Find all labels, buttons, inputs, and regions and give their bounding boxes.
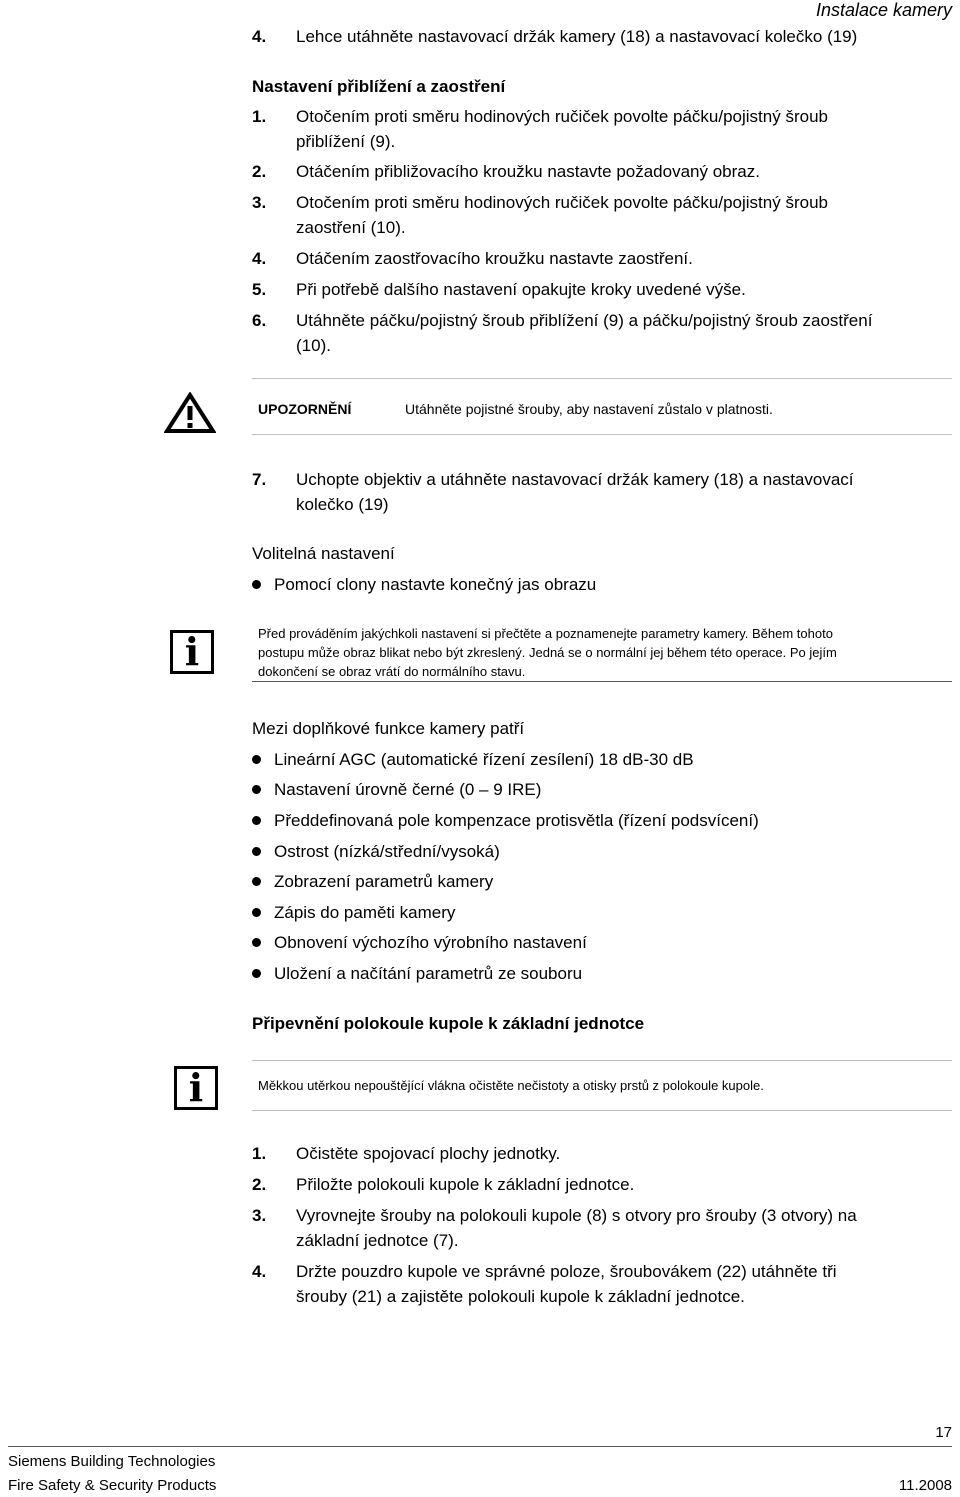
step-text: Vyrovnejte šrouby na polokouli kupole (8) s otvory pro šrouby (3 otvory) na — [296, 1206, 857, 1225]
step-number: 3. — [252, 1206, 267, 1225]
note-line: dokončení se obraz vrátí do normálního stavu. — [258, 664, 526, 679]
list-item: Ostrost (nízká/střední/vysoká) — [274, 842, 500, 861]
step-text: Otočením proti směru hodinových ručiček povolte páčku/pojistný šroub — [296, 193, 828, 212]
step-number: 4. — [252, 249, 267, 268]
step-text: Držte pouzdro kupole ve správné poloze, šroubovákem (22) utáhněte tři — [296, 1262, 837, 1281]
divider — [252, 434, 952, 435]
step-text: zaostření (10). — [296, 218, 406, 237]
step-text: Uchopte objektiv a utáhněte nastavovací držák kamery (18) a nastavovací — [296, 470, 854, 489]
step-text: (10). — [296, 336, 331, 355]
caution-label: UPOZORNĚNÍ — [258, 401, 352, 417]
section-heading-optional: Volitelná nastavení — [252, 544, 395, 563]
footer-division: Fire Safety & Security Products — [8, 1477, 217, 1494]
step-text: Utáhněte páčku/pojistný šroub přiblížení (9) a páčku/pojistný šroub zaostření — [296, 311, 873, 330]
divider — [252, 1060, 952, 1061]
info-icon: i — [174, 1066, 218, 1110]
step-number: 2. — [252, 1175, 267, 1194]
list-item: Zápis do paměti kamery — [274, 903, 456, 922]
bullet-dot — [252, 908, 261, 917]
step-text: Otáčením přibližovacího kroužku nastavte požadovaný obraz. — [296, 162, 760, 181]
step-number: 7. — [252, 470, 267, 489]
page-number: 17 — [935, 1424, 952, 1441]
bullet-dot — [252, 847, 261, 856]
step-text: přiblížení (9). — [296, 132, 396, 151]
section-title: Instalace kamery — [815, 0, 952, 20]
step-text: Přiložte polokouli kupole k základní jednotce. — [296, 1175, 635, 1194]
step-text: Při potřebě dalšího nastavení opakujte kroky uvedené výše. — [296, 280, 746, 299]
step-number: 5. — [252, 280, 267, 299]
section-heading-attach: Připevnění polokoule kupole k základní jednotce — [252, 1014, 645, 1033]
step-text: Otočením proti směru hodinových ručiček povolte páčku/pojistný šroub — [296, 107, 828, 126]
note-line: Před prováděním jakýchkoli nastavení si přečtěte a poznamenejte parametry kamery. Během tohoto — [258, 626, 833, 641]
step-number: 1. — [252, 1144, 267, 1163]
caution-text: Utáhněte pojistné šrouby, aby nastavení zůstalo v platnosti. — [405, 401, 773, 417]
bullet-dot — [252, 877, 261, 886]
bullet-dot — [252, 969, 261, 978]
step-text: základní jednotce (7). — [296, 1231, 459, 1250]
warning-triangle-icon — [164, 392, 216, 434]
bullet-dot — [252, 938, 261, 947]
list-item: Nastavení úrovně černé (0 – 9 IRE) — [274, 780, 542, 799]
divider — [252, 681, 952, 682]
step-text: Lehce utáhněte nastavovací držák kamery (18) a nastavovací kolečko (19) — [296, 27, 858, 46]
list-item: Uložení a načítání parametrů ze souboru — [274, 964, 583, 983]
list-item: Předdefinovaná pole kompenzace protisvětla (řízení podsvícení) — [274, 811, 759, 830]
step-text: Očistěte spojovací plochy jednotky. — [296, 1144, 561, 1163]
divider — [252, 1110, 952, 1111]
bullet-dot — [252, 816, 261, 825]
list-item: Lineární AGC (automatické řízení zesílení) 18 dB-30 dB — [274, 750, 694, 769]
list-item: Pomocí clony nastavte konečný jas obrazu — [274, 575, 597, 594]
list-item: Zobrazení parametrů kamery — [274, 872, 494, 891]
step-text: kolečko (19) — [296, 495, 389, 514]
step-number: 4. — [252, 1262, 267, 1281]
footer-company: Siemens Building Technologies — [8, 1453, 216, 1470]
step-text: šrouby (21) a zajistěte polokouli kupole k základní jednotce. — [296, 1287, 745, 1306]
step-number: 1. — [252, 107, 267, 126]
note-line: postupu může obraz blikat nebo být zkreslený. Jedná se o normální jej během této operace. Po jejím — [258, 645, 837, 660]
step-number: 6. — [252, 311, 267, 330]
list-item: Obnovení výchozího výrobního nastavení — [274, 933, 587, 952]
step-text: Otáčením zaostřovacího kroužku nastavte zaostření. — [296, 249, 693, 268]
bullet-dot — [252, 755, 261, 764]
divider — [252, 378, 952, 379]
footer-date: 11.2008 — [898, 1477, 952, 1494]
step-number: 3. — [252, 193, 267, 212]
info-icon: i — [170, 630, 214, 674]
step-number: 2. — [252, 162, 267, 181]
note-text: Měkkou utěrkou nepouštějící vlákna očistěte nečistoty a otisky prstů z polokoule kupole. — [258, 1078, 764, 1093]
bullet-dot — [252, 580, 261, 589]
section-heading-features: Mezi doplňkové funkce kamery patří — [252, 719, 525, 738]
section-heading-zoom-focus: Nastavení přiblížení a zaostření — [252, 77, 506, 96]
bullet-dot — [252, 785, 261, 794]
step-number: 4. — [252, 27, 267, 46]
footer-divider — [8, 1446, 952, 1447]
